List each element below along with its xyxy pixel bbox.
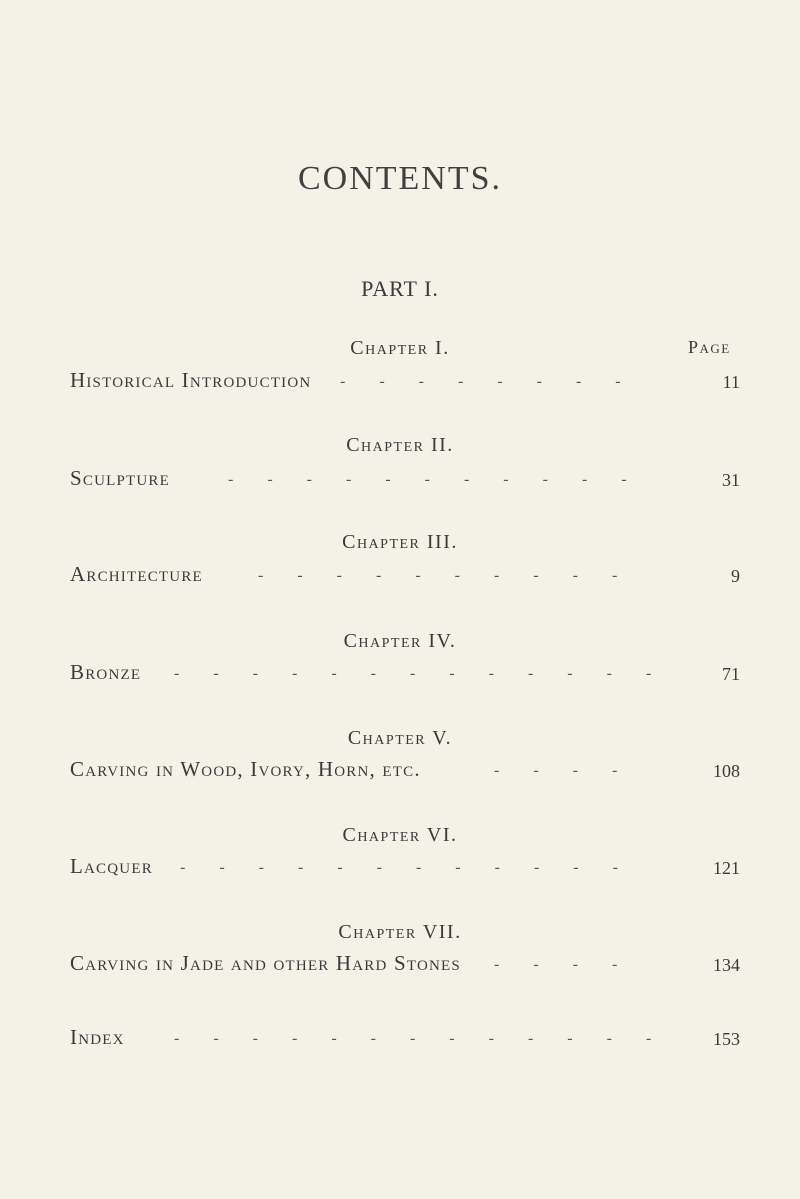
dot-leader: - - - -	[494, 956, 633, 973]
toc-entry[interactable]	[0, 849, 800, 879]
entry-page-number: 108	[713, 761, 740, 781]
entry-page-number: 153	[713, 1029, 740, 1049]
toc-entry[interactable]	[0, 1020, 800, 1050]
dot-leader: - - - -	[494, 762, 633, 779]
page-column-heading: Page	[688, 337, 731, 357]
entry-title: Historical Introduction	[70, 368, 312, 392]
toc-entry[interactable]	[0, 363, 800, 393]
dot-leader: - - - - - - - - - - -	[228, 471, 642, 488]
part-heading: PART I.	[361, 276, 439, 301]
dot-leader: - - - - - - - -	[340, 373, 636, 390]
entry-page-number: 9	[731, 566, 740, 586]
dot-leader: - - - - - - - - - - - - -	[174, 1030, 667, 1047]
entry-title: Carving in Wood, Ivory, Horn, etc.	[70, 757, 421, 781]
entry-page-number: 134	[713, 955, 740, 975]
entry-page-number: 31	[722, 470, 740, 490]
entry-title: Bronze	[70, 660, 142, 684]
toc-entry[interactable]	[0, 752, 800, 782]
chapter-heading: Chapter VI.	[342, 824, 458, 846]
entry-title: Sculpture	[70, 466, 170, 490]
dot-leader: - - - - - - - - - - - -	[180, 859, 633, 876]
entry-page-number: 121	[713, 858, 740, 878]
dot-leader: - - - - - - - - - -	[258, 567, 633, 584]
chapter-heading: Chapter II.	[346, 434, 454, 456]
chapter-heading: Chapter IV.	[343, 630, 457, 652]
toc-entry[interactable]	[0, 655, 800, 685]
entry-title: Architecture	[70, 562, 203, 586]
chapter-heading: Chapter VII.	[338, 921, 462, 943]
entry-page-number: 71	[722, 664, 740, 684]
toc-entry[interactable]	[0, 461, 800, 491]
page-title: CONTENTS.	[297, 160, 503, 197]
entry-page-number: 11	[722, 372, 740, 392]
entry-title: Lacquer	[70, 854, 153, 878]
entry-title: Carving in Jade and other Hard Stones	[70, 951, 461, 975]
chapter-heading: Chapter V.	[347, 727, 453, 749]
toc-entry[interactable]	[0, 946, 800, 976]
dot-leader: - - - - - - - - - - - - -	[174, 665, 667, 682]
toc-entry[interactable]	[0, 557, 800, 587]
entry-title: Index	[70, 1025, 125, 1049]
chapter-heading: Chapter I.	[350, 337, 450, 359]
chapter-heading: Chapter III.	[342, 531, 458, 553]
